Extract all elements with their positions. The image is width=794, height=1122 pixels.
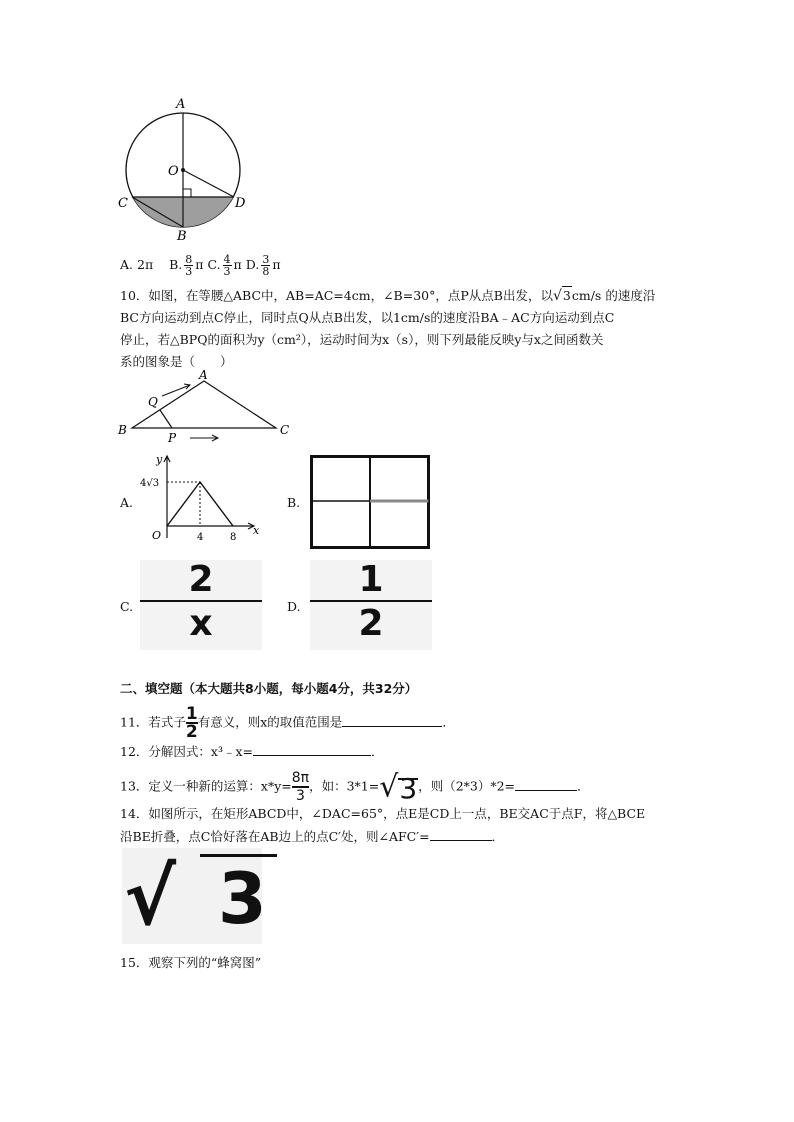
q10-graph-origin: O [152, 529, 162, 542]
q10-graph-x-label: x [253, 524, 260, 537]
q9-label-a: A [176, 97, 186, 112]
q14-sqrt-image: √ 3 [122, 848, 262, 944]
q15: 15．观察下列的“蜂窝图” [120, 955, 262, 970]
q10-graph-y-label: y [156, 453, 163, 466]
section-2-title: 二、填空题（本大题共8小题，每小题4分，共32分） [120, 681, 418, 696]
q11: 11．若式子 $\frac{1}{2}$ 有意义，则x的取值范围是 ． [120, 704, 455, 742]
q10-line-1: 10．如图，在等腰△ABC中，AB=AC=4cm，∠B=30°，点P从点B出发，以√3cm/s 的速度沿 [120, 288, 656, 304]
q10-option-c-numerator: 2 [140, 560, 262, 602]
q14-line-1: 14．如图所示，在矩形ABCD中，∠DAC=65°，点E是CD上一点，BE交AC于点F，将△BCE [120, 806, 646, 821]
q11-answer-blank[interactable] [342, 714, 442, 727]
q10-option-d-image[interactable] [310, 560, 432, 650]
q10-option-b-letter[interactable]: B. [287, 495, 301, 510]
q9-label-c: C [118, 196, 128, 211]
q12-answer-blank[interactable] [253, 743, 371, 756]
q13: 13．定义一种新的运算：x*y= $\frac{8\pi}{3}$ ，如：3*1=√3，则（2*3）*2= ． [120, 769, 590, 805]
q10-option-c-denominator: x [189, 603, 213, 644]
q9-option-a[interactable]: A. 2π [120, 257, 154, 272]
q10-graph-tick-4: 4 [197, 532, 204, 543]
q9-option-b[interactable]: B. $\frac{8}{3}$ π [169, 253, 204, 278]
q10-triangle-figure [110, 368, 310, 446]
q10-label-b: B [118, 423, 127, 437]
q10-option-d-letter[interactable]: D. [287, 599, 301, 614]
q14-line-2: 沿BE折叠，点C恰好落在AB边上的点C′处，则∠AFC′= ． [120, 829, 505, 844]
q10-line-2: BC方向运动到点C停止，同时点Q从点B出发，以1cm/s的速度沿BA﹣AC方向运动到点C [120, 310, 615, 325]
q13-answer-blank[interactable] [515, 778, 577, 791]
q10-label-c: C [280, 423, 290, 437]
q10-option-d-denominator: 2 [358, 603, 384, 644]
q9-label-b: B [177, 229, 187, 244]
q9-label-d: D [235, 196, 246, 211]
q10-label-a: A [199, 368, 208, 382]
q10-graph-tick-8: 8 [230, 532, 237, 543]
q10-line-3: 停止，若△BPQ的面积为y（cm²），运动时间为x（s），则下列最能反映y与x之间函数关 [120, 332, 604, 347]
q10-line-4: 系的图象是（ ） [120, 354, 233, 369]
q9-options [120, 254, 281, 277]
q14-answer-blank[interactable] [430, 828, 492, 841]
q9-option-d[interactable]: D. $\frac{3}{8}$ π [245, 253, 281, 278]
q10-label-p: P [168, 431, 177, 445]
q14-sqrt-radicand: 3 [200, 854, 277, 941]
q10-option-d-numerator: 1 [310, 560, 432, 602]
q9-label-o: O [168, 164, 179, 179]
q10-option-c-image[interactable] [140, 560, 262, 650]
q9-circle-figure [110, 95, 260, 245]
q12: 12．分解因式：x³﹣x= ． [120, 744, 384, 759]
q9-option-c[interactable]: C. $\frac{4}{3}$ π [207, 253, 242, 278]
q10-option-c-letter[interactable]: C. [120, 599, 134, 614]
q10-graph-peak: 4√3 [140, 478, 160, 489]
q10-option-a-letter[interactable]: A. [120, 495, 134, 510]
q10-label-q: Q [148, 395, 158, 409]
q10-option-a-graph[interactable] [136, 450, 266, 550]
q10-option-b-image[interactable] [310, 455, 430, 549]
